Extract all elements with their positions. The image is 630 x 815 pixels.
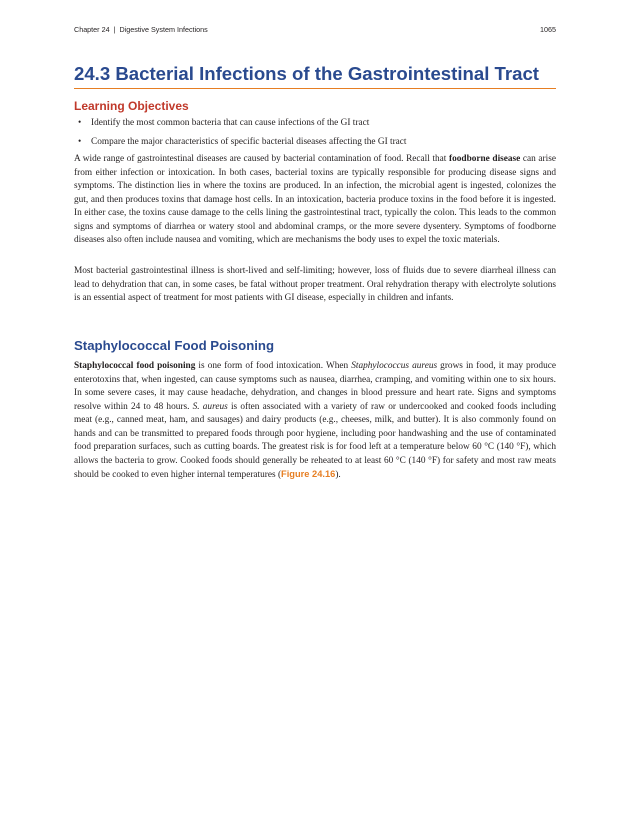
figure-link[interactable]: Figure 24.16 <box>281 469 336 479</box>
list-item <box>74 117 556 129</box>
header-chapter-info <box>74 25 208 34</box>
paragraph-text: Most bacterial gastrointestinal illness is short-lived and self-limiting; however, loss of fluids due to severe diarrheal illness can lead to dehydration that can, in some cases, be fatal without proper treatment. Oral rehydration therapy with electrolyte solutions is an essential aspect of treatment for most patients with GI disease, especially in children and infants. <box>74 266 556 303</box>
objective-text: Identify the most common bacteria that can cause infections of the GI tract <box>91 118 370 128</box>
paragraph-text: A wide range of gastrointestinal diseases are caused by bacterial contamination of food. Recall that <box>74 154 449 164</box>
page-number: 1065 <box>540 25 556 34</box>
running-header <box>74 25 556 34</box>
paragraph-treatment <box>74 265 556 306</box>
section-title: 24.3 Bacterial Infections of the Gastrointestinal Tract <box>74 63 539 84</box>
paragraph-text: can arise from either infection or intoxication. In both cases, bacterial toxins are typically responsible for producing disease signs and symptoms. The distinction lies in where the toxins are produced. In an infection, the microbial agent is ingested, colonizes the gut, and then produces toxins that damage host cells. In an intoxication, bacteria produce toxins in the food before it is ingested. In either case, the toxins cause damage to the cells lining the gastrointestinal tract, typically the colon. This leads to the common signs and symptoms of diarrhea or watery stool and abdominal cramps, or the more severe dysentery. Symptoms of foodborne diseases also often include nausea and vomiting, which are mechanisms the body uses to expel the toxic materials. <box>74 154 556 245</box>
key-term: foodborne disease <box>449 154 521 164</box>
paragraph-text: is often associated with a variety of raw or undercooked and cooked foods including meat (e.g., canned meat, ham, and sausages) and dairy products (e.g., cheeses, milk, and butter). It is also commonly found on hands and can be transmitted to prepared foods through poor hygiene, including poor handwashing and the use of contaminated food preparation surfaces, such as cutting boards. The greatest risk is for food left at a temperature below 60 °C (140 °F), which allows the bacteria to grow. Cooked foods should generally be reheated to at least 60 °C (140 °F) for safety and most raw meats should be cooked to even higher internal temperatures ( <box>74 401 556 480</box>
bullet-icon: • <box>78 137 82 147</box>
header-separator: | <box>113 25 116 34</box>
list-item <box>74 136 556 148</box>
bullet-icon: • <box>78 118 82 128</box>
paragraph-intro <box>74 153 556 248</box>
subsection-title: Staphylococcal Food Poisoning <box>74 338 275 353</box>
learning-objectives-heading: Learning Objectives <box>74 99 189 113</box>
paragraph-staphylococcal <box>74 360 556 483</box>
learning-objectives-list <box>74 117 556 155</box>
key-term: Staphylococcal food poisoning <box>74 361 196 371</box>
species-name: Staphylococcus aureus <box>351 361 438 371</box>
title-divider <box>74 88 556 89</box>
paragraph-text: grows in food, it may produce enterotoxins that, when ingested, can cause symptoms such as nausea, diarrhea, cramping, and vomiting within one to six hours. In some severe cases, it may cause headache, dehydration, and changes in blood pressure and heart rate. Signs and symptoms resolve within 24 to 48 hours. <box>74 361 556 412</box>
objective-text: Compare the major characteristics of specific bacterial diseases affecting the GI tract <box>91 137 407 147</box>
chapter-title: Digestive System Infections <box>119 25 208 34</box>
paragraph-text: is one form of food intoxication. When <box>195 361 352 371</box>
species-name: S. aureus <box>192 401 228 412</box>
chapter-label: Chapter 24 <box>74 25 110 34</box>
paragraph-text: ). <box>335 470 341 480</box>
